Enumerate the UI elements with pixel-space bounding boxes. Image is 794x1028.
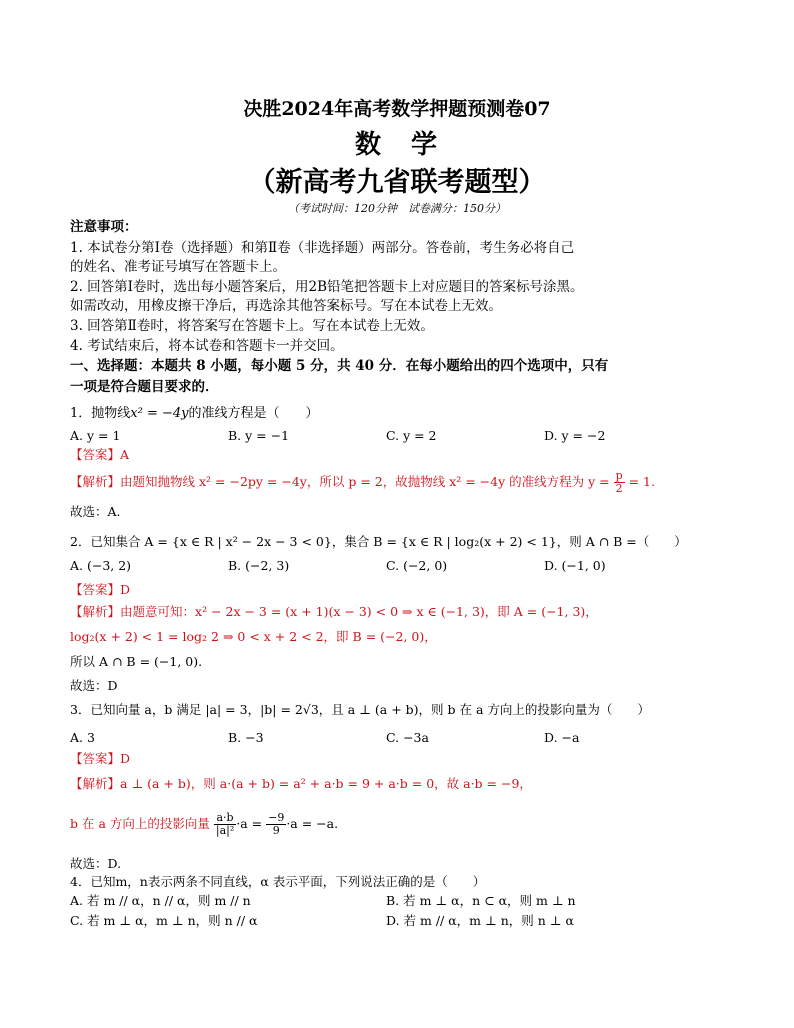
exam-type-title: （新高考九省联考题型） [248, 167, 546, 198]
question-1-option-d: D. y = −2 [544, 428, 606, 443]
notice-item: 如需改动，用橡皮擦干净后，再选涂其他答案标号。写在本试卷上无效。 [70, 298, 502, 314]
question-3-analysis: 【解析】a ⊥ (a + b)，则 a·(a + b) = a² + a·b = 9 + a·b = 0，故 a·b = −9， [70, 776, 532, 791]
question-4-stem: 4．已知m，n表示两条不同直线，α 表示平面，下列说法正确的是（ ） [70, 874, 486, 889]
question-1-option-a: A. y = 1 [70, 428, 121, 443]
analysis-tag: 【解析】 [70, 474, 121, 489]
fraction: $\frac{p}{2}$ [615, 469, 623, 495]
notice-item: 的姓名、准考证号填写在答题卡上。 [70, 259, 286, 275]
question-1-option-c: C. y = 2 [386, 428, 437, 443]
question-2-option-c: C. (−2, 0) [386, 558, 448, 573]
question-4-option-d: D. 若 m // α，m ⊥ n，则 n ⊥ α [386, 913, 574, 928]
question-3-stem: 3．已知向量 a，b 满足 |a| = 3，|b| = 2√3，且 a ⊥ (a + b)，则 b 在 a 方向上的投影向量为（ ） [70, 702, 650, 717]
question-3-answer: 【答案】D [70, 751, 131, 766]
fraction: $\frac{-9}{9}$ [268, 811, 285, 837]
question-2-conclusion: 故选：D [70, 678, 118, 693]
question-1-option-b: B. y = −1 [228, 428, 290, 443]
exam-info: （考试时间：120分钟 试卷满分：150分） [288, 202, 506, 215]
notice-item: 4. 考试结束后，将本试卷和答题卡一并交回。 [70, 338, 344, 354]
question-1-conclusion: 故选：A. [70, 504, 121, 519]
question-2-stem: 2．已知集合 A = {x ∈ R | x² − 2x − 3 < 0}，集合 B = {x ∈ R | log₂(x + 2) < 1}，则 A ∩ B =（ ） [70, 534, 687, 549]
notice-item: 1. 本试卷分第Ⅰ卷（选择题）和第Ⅱ卷（非选择题）两部分。答卷前，考生务必将自己 [70, 240, 575, 256]
analysis-text: 由题知抛物线 x² = −2py = −4y，所以 p = 2，故抛物线 x² = −4y 的准线方程为 y = [120, 474, 614, 489]
question-1-analysis: 【解析】由题知抛物线 x² = −2py = −4y，所以 p = 2，故抛物线 x² = −4y 的准线方程为 y = $\frac{p}{2}$ = 1. [70, 469, 655, 495]
section-heading: 一项是符合题目要求的． [70, 379, 219, 395]
question-2-option-d: D. (−1, 0) [544, 558, 606, 573]
section-heading: 一、选择题：本题共 8 小题，每小题 5 分，共 40 分．在每小题给出的四个选项中，只有 [70, 358, 609, 374]
question-1-stem [70, 405, 319, 423]
question-4-option-a: A. 若 m // α，n // α，则 m // n [70, 893, 251, 908]
question-3-option-b: B. −3 [228, 730, 264, 745]
question-4-option-c: C. 若 m ⊥ α，m ⊥ n，则 n // α [70, 913, 258, 928]
question-1-post: 的准线方程是（ ） [188, 406, 319, 421]
notice-heading: 注意事项： [70, 219, 138, 235]
question-1-pre: 1．抛物线 [70, 406, 131, 421]
notice-item: 2. 回答第Ⅰ卷时，选出每小题答案后，用2B铅笔把答题卡上对应题目的答案标号涂黑。 [70, 279, 584, 295]
analysis-tag: 【解析】 [70, 776, 121, 791]
question-2-analysis: 【解析】由题意可知：x² − 2x − 3 = (x + 1)(x − 3) < 0 ⇒ x ∈ (−1, 3)，即 A = (−1, 3)， [70, 604, 598, 619]
notice-item: 3. 回答第Ⅱ卷时，将答案写在答题卡上。写在本试卷上无效。 [70, 318, 434, 334]
question-2-option-b: B. (−2, 3) [228, 558, 290, 573]
question-3-analysis-line: b 在 a 方向上的投影向量 $\frac{a\cdot b}{\text{|a|²}}$ ·a = $\frac{-9}{9}$ ·a = −a. [70, 811, 339, 837]
question-2-analysis-line: 所以 A ∩ B = (−1, 0). [70, 654, 203, 669]
question-3-option-d: D. −a [544, 730, 580, 745]
question-1-math: x² = −4y [130, 406, 189, 421]
question-4-option-b: B. 若 m ⊥ α，n ⊂ α，则 m ⊥ n [386, 893, 576, 908]
question-2-analysis-line: log₂(x + 2) < 1 = log₂ 2 ⇒ 0 < x + 2 < 2，即 B = (−2, 0)， [70, 629, 437, 644]
question-3-conclusion: 故选：D. [70, 856, 122, 871]
question-2-answer: 【答案】D [70, 582, 131, 597]
question-3-option-a: A. 3 [70, 730, 95, 745]
question-1-answer: 【答案】A [70, 447, 130, 462]
fraction: $\frac{a\cdot b}{\text{|a|²}}$ [215, 811, 235, 837]
question-2-option-a: A. (−3, 2) [70, 558, 132, 573]
question-3-option-c: C. −3a [386, 730, 429, 745]
exam-title: 决胜2024年高考数学押题预测卷07 [243, 98, 551, 120]
analysis-tag: 【解析】 [70, 604, 121, 619]
subject-title: 数 学 [354, 130, 439, 160]
